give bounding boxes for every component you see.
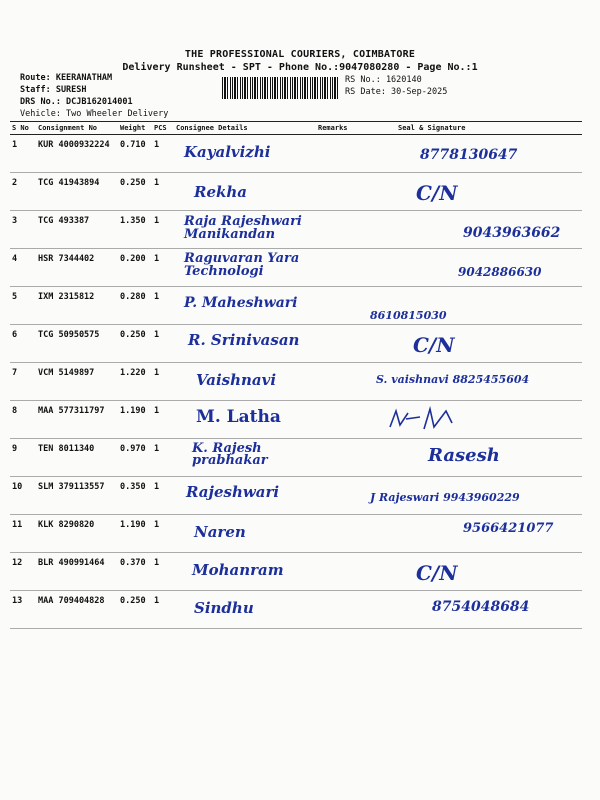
col-sno: S No (10, 122, 36, 135)
row-remarks (316, 287, 368, 325)
row-signature (368, 591, 582, 629)
row-weight: 0.370 (118, 553, 152, 591)
row-consignee (174, 249, 316, 287)
barcode (222, 77, 340, 99)
row-consignee (174, 477, 316, 515)
row-consignment: TEN 8011340 (36, 439, 118, 477)
table-row (10, 439, 582, 477)
rs-number: RS No.: 1620140 (345, 75, 422, 85)
row-remarks (316, 249, 368, 287)
row-signature (368, 135, 582, 173)
signature-handwriting: 9566421077 (463, 521, 554, 536)
row-signature (368, 439, 582, 477)
table-row (10, 249, 582, 287)
table-row (10, 173, 582, 211)
rs-date: RS Date: 30-Sep-2025 (345, 87, 448, 97)
row-signature (368, 363, 582, 401)
row-remarks (316, 135, 368, 173)
row-weight: 1.190 (118, 401, 152, 439)
row-pcs: 1 (152, 591, 174, 629)
signature-handwriting: 9042886630 (458, 265, 542, 279)
row-signature (368, 249, 582, 287)
route-label: Route: KEERANATHAM (20, 73, 113, 83)
row-consignee (174, 325, 316, 363)
row-consignee (174, 591, 316, 629)
row-weight: 1.220 (118, 363, 152, 401)
table-header-row (10, 122, 582, 135)
row-signature (368, 401, 582, 439)
consignee-handwriting: Raja Rajeshwari Manikandan (184, 214, 302, 242)
row-weight: 0.200 (118, 249, 152, 287)
table-row (10, 135, 582, 173)
row-pcs: 1 (152, 401, 174, 439)
signature-handwriting: C/N (416, 181, 458, 205)
row-consignment: TCG 50950575 (36, 325, 118, 363)
row-signature (368, 477, 582, 515)
table-row (10, 553, 582, 591)
row-signature (368, 173, 582, 211)
row-remarks (316, 591, 368, 629)
row-pcs: 1 (152, 363, 174, 401)
signature-handwriting: S. vaishnavi 8825455604 (376, 373, 530, 386)
table-row (10, 515, 582, 553)
row-sno: 1 (10, 135, 36, 173)
col-remarks: Remarks (316, 122, 368, 135)
row-weight: 0.250 (118, 173, 152, 211)
row-consignment: TCG 41943894 (36, 173, 118, 211)
row-sno: 2 (10, 173, 36, 211)
row-sno: 11 (10, 515, 36, 553)
col-consignment: Consignment No (36, 122, 118, 135)
row-weight: 0.350 (118, 477, 152, 515)
row-consignment: TCG 493387 (36, 211, 118, 249)
row-consignee (174, 401, 316, 439)
row-pcs: 1 (152, 173, 174, 211)
table-row (10, 287, 582, 325)
row-weight: 1.350 (118, 211, 152, 249)
row-sno: 13 (10, 591, 36, 629)
row-consignee (174, 211, 316, 249)
table-row (10, 325, 582, 363)
consignee-handwriting: Naren (194, 523, 246, 541)
consignee-handwriting: Vaishnavi (196, 371, 277, 389)
row-pcs: 1 (152, 439, 174, 477)
consignee-handwriting: R. Srinivasan (188, 331, 300, 349)
table-row (10, 211, 582, 249)
staff-label: Staff: SURESH (20, 85, 87, 95)
table-row (10, 477, 582, 515)
scribble-signature-icon (386, 405, 466, 433)
row-consignee (174, 173, 316, 211)
row-consignment: KLK 8290820 (36, 515, 118, 553)
consignee-handwriting: Sindhu (194, 599, 254, 617)
row-sno: 12 (10, 553, 36, 591)
row-sno: 5 (10, 287, 36, 325)
row-remarks (316, 439, 368, 477)
signature-handwriting: C/N (416, 561, 458, 585)
row-sno: 9 (10, 439, 36, 477)
row-consignment: MAA 577311797 (36, 401, 118, 439)
row-pcs: 1 (152, 135, 174, 173)
row-consignment: VCM 5149897 (36, 363, 118, 401)
row-consignee (174, 363, 316, 401)
col-signature: Seal & Signature (368, 122, 582, 135)
row-signature (368, 287, 582, 325)
col-weight: Weight (118, 122, 152, 135)
row-sno: 8 (10, 401, 36, 439)
row-pcs: 1 (152, 287, 174, 325)
table-row (10, 401, 582, 439)
row-pcs: 1 (152, 249, 174, 287)
row-consignee (174, 135, 316, 173)
row-pcs: 1 (152, 325, 174, 363)
drs-number: DRS No.: DCJB162014001 (20, 97, 133, 107)
row-signature (368, 325, 582, 363)
signature-handwriting: 8778130647 (420, 147, 518, 163)
signature-handwriting: 8610815030 (370, 309, 447, 322)
row-consignment: MAA 709404828 (36, 591, 118, 629)
consignee-handwriting: Rajeshwari (186, 483, 280, 501)
row-consignee (174, 287, 316, 325)
company-title: THE PROFESSIONAL COURIERS, COIMBATORE (184, 49, 416, 60)
row-sno: 6 (10, 325, 36, 363)
runsheet-table (10, 121, 582, 629)
signature-handwriting: J Rajeswari 9943960229 (370, 491, 520, 504)
row-signature (368, 553, 582, 591)
consignee-handwriting: Kayalvizhi (184, 143, 271, 161)
runsheet-subtitle: Delivery Runsheet - SPT - Phone No.:9047080280 - Page No.:1 (122, 62, 478, 73)
row-sno: 3 (10, 211, 36, 249)
signature-handwriting: C/N (413, 333, 455, 357)
col-consignee: Consignee Details (174, 122, 316, 135)
consignee-handwriting: M. Latha (196, 407, 281, 427)
row-weight: 0.250 (118, 591, 152, 629)
consignee-handwriting: Rekha (194, 183, 248, 201)
table-row (10, 591, 582, 629)
row-remarks (316, 173, 368, 211)
signature-handwriting: 8754048684 (432, 599, 530, 615)
row-consignment: BLR 490991464 (36, 553, 118, 591)
row-signature (368, 211, 582, 249)
consignee-handwriting: P. Maheshwari (184, 295, 298, 311)
row-remarks (316, 211, 368, 249)
row-remarks (316, 553, 368, 591)
consignee-handwriting: Raguvaran Yara Technologi (184, 251, 300, 279)
col-pcs: PCS (152, 122, 174, 135)
signature-handwriting: Rasesh (428, 445, 500, 466)
row-consignment: IXM 2315812 (36, 287, 118, 325)
consignee-handwriting: K. Rajesh prabhakar (192, 441, 268, 468)
signature-handwriting: 9043963662 (463, 225, 561, 241)
row-sno: 4 (10, 249, 36, 287)
table-row (10, 363, 582, 401)
row-consignee (174, 439, 316, 477)
row-weight: 0.970 (118, 439, 152, 477)
row-remarks (316, 363, 368, 401)
row-weight: 0.710 (118, 135, 152, 173)
row-weight: 1.190 (118, 515, 152, 553)
row-pcs: 1 (152, 553, 174, 591)
vehicle-label: Vehicle: Two Wheeler Delivery (20, 109, 169, 119)
row-sno: 10 (10, 477, 36, 515)
row-remarks (316, 401, 368, 439)
row-sno: 7 (10, 363, 36, 401)
row-consignee (174, 553, 316, 591)
row-consignment: KUR 4000932224 (36, 135, 118, 173)
row-pcs: 1 (152, 515, 174, 553)
row-pcs: 1 (152, 211, 174, 249)
row-remarks (316, 515, 368, 553)
row-consignee (174, 515, 316, 553)
row-consignment: HSR 7344402 (36, 249, 118, 287)
row-pcs: 1 (152, 477, 174, 515)
row-weight: 0.250 (118, 325, 152, 363)
consignee-handwriting: Mohanram (192, 561, 284, 579)
row-consignment: SLM 379113557 (36, 477, 118, 515)
row-weight: 0.280 (118, 287, 152, 325)
row-signature (368, 515, 582, 553)
row-remarks (316, 477, 368, 515)
row-remarks (316, 325, 368, 363)
